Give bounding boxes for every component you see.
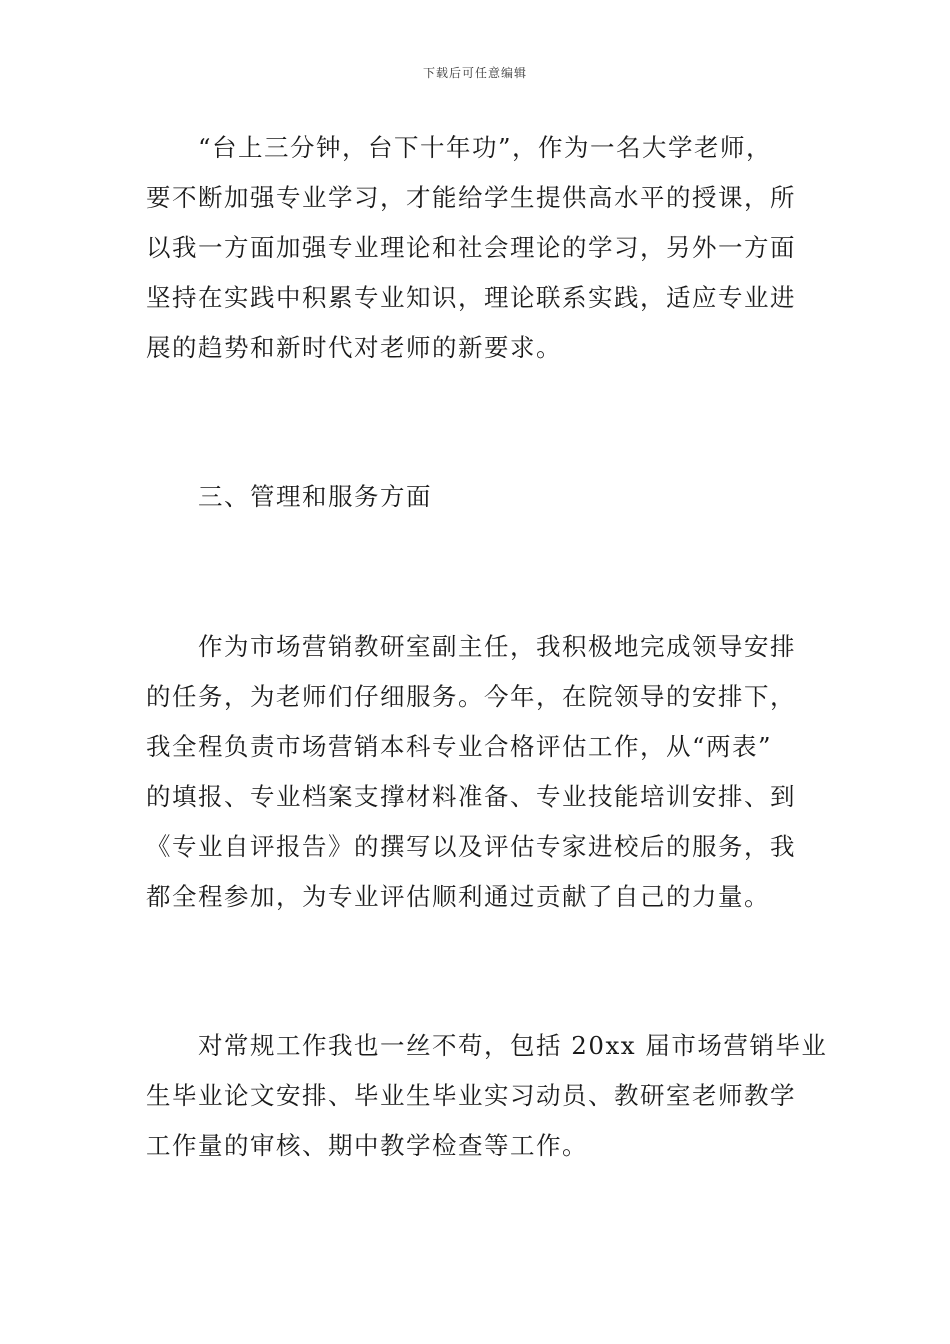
paragraph-line: 坚持在实践中积累专业知识，理论联系实践，适应专业进 xyxy=(146,283,796,312)
section-heading-text: 三、管理和服务方面 xyxy=(198,482,432,511)
paragraph-line: 要不断加强专业学习，才能给学生提供高水平的授课，所 xyxy=(146,183,796,212)
paragraph-line: 我全程负责市场营销本科专业合格评估工作，从“两表” xyxy=(146,732,773,761)
paragraph-line: 生毕业论文安排、毕业生毕业实习动员、教研室老师教学 xyxy=(146,1081,796,1110)
section-heading xyxy=(146,472,812,522)
paragraph-line: 作为市场营销教研室副主任，我积极地完成领导安排 xyxy=(198,632,796,661)
paragraph-teaching xyxy=(146,123,812,373)
download-note: 下载后可任意编辑 xyxy=(422,66,527,80)
paragraph-line: 以我一方面加强专业理论和社会理论的学习，另外一方面 xyxy=(146,233,796,262)
paragraph-line: 展的趋势和新时代对老师的新要求。 xyxy=(146,333,562,362)
paragraph-line: 对常规工作我也一丝不苟，包括 20xx 届市场营销毕业 xyxy=(198,1031,828,1060)
paragraph-routine-work xyxy=(146,1021,828,1171)
paragraph-line: 都全程参加，为专业评估顺利通过贡献了自己的力量。 xyxy=(146,882,770,911)
paragraph-line: 《专业自评报告》的撰写以及评估专家进校后的服务，我 xyxy=(146,832,796,861)
paragraph-line: “台上三分钟，台下十年功”，作为一名大学老师， xyxy=(198,133,773,162)
paragraph-line: 工作量的审核、期中教学检查等工作。 xyxy=(146,1131,588,1160)
paragraph-management xyxy=(146,622,812,922)
paragraph-line: 的任务，为老师们仔细服务。今年，在院领导的安排下， xyxy=(146,682,796,711)
paragraph-line: 的填报、专业档案支撑材料准备、专业技能培训安排、到 xyxy=(146,782,796,811)
